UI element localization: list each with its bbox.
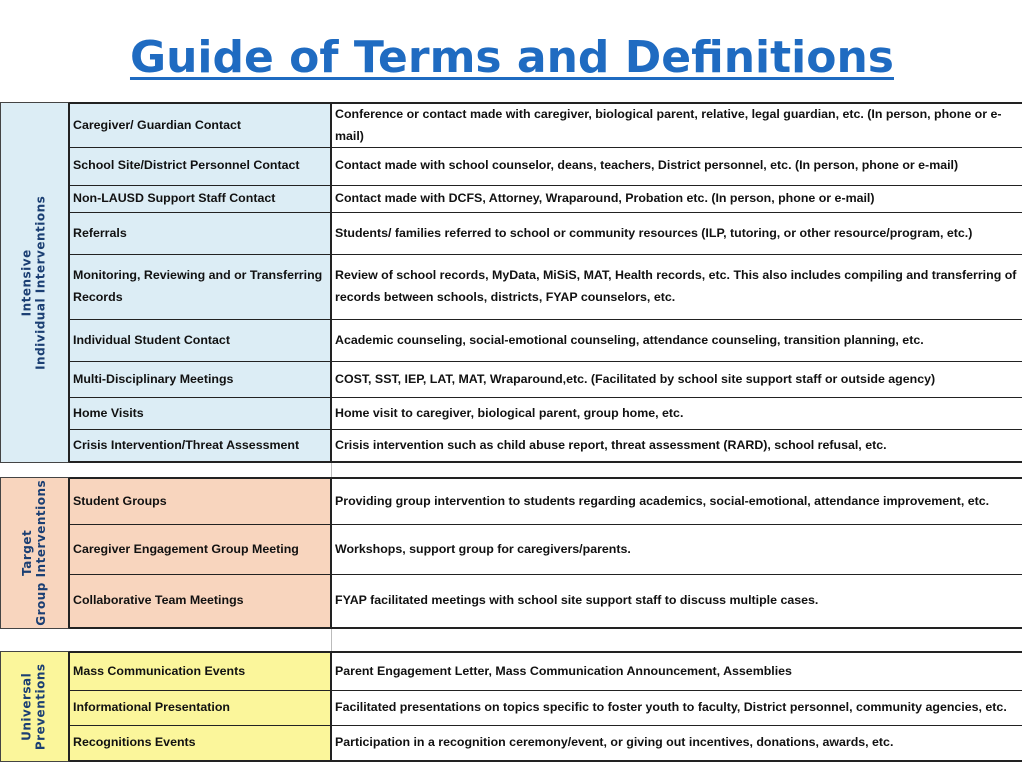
table-row <box>70 104 1022 148</box>
section-intensive-individual-interventions <box>0 102 1022 463</box>
section-target-group-interventions <box>0 477 1022 629</box>
table-row <box>70 398 1022 431</box>
section-rows <box>70 651 1022 762</box>
table-row <box>70 213 1022 254</box>
definition-cell: Students/ families referred to school or community resources (ILP, tutoring, or other resource/program, etc.) <box>332 213 1022 253</box>
term-cell: Crisis Intervention/Threat Assessment <box>70 430 332 461</box>
definition-cell: Crisis intervention such as child abuse report, threat assessment (RARD), school refusal, etc. <box>332 430 1022 461</box>
definition-cell: Review of school records, MyData, MiSiS, MAT, Health records, etc. This also includes compiling and transferring of records between schools, districts, FYAP counselors, etc. <box>332 255 1022 319</box>
section-label-line1: Universal <box>19 672 34 741</box>
section-label-universal <box>0 651 70 762</box>
page-title <box>0 32 1024 85</box>
term-cell: Recognitions Events <box>70 726 332 760</box>
term-cell: Student Groups <box>70 479 332 524</box>
term-cell: Caregiver Engagement Group Meeting <box>70 525 332 575</box>
definition-cell: Workshops, support group for caregivers/parents. <box>332 525 1022 575</box>
section-label-line1: Intensive <box>19 248 34 317</box>
definition-cell: Contact made with school counselor, deans, teachers, District personnel, etc. (In person, phone or e-mail) <box>332 148 1022 185</box>
definition-cell: Participation in a recognition ceremony/event, or giving out incentives, donations, awards, etc. <box>332 726 1022 760</box>
spacer-row <box>0 463 1022 477</box>
term-cell: Non-LAUSD Support Staff Contact <box>70 186 332 213</box>
table-row <box>70 362 1022 398</box>
table-row <box>70 525 1022 576</box>
definition-cell: Academic counseling, social-emotional counseling, attendance counseling, transition planning, etc. <box>332 320 1022 361</box>
term-cell: Collaborative Team Meetings <box>70 575 332 627</box>
term-cell: Home Visits <box>70 398 332 430</box>
definition-cell: Parent Engagement Letter, Mass Communication Announcement, Assemblies <box>332 653 1022 690</box>
term-cell: School Site/District Personnel Contact <box>70 148 332 185</box>
table-row <box>70 186 1022 214</box>
section-label-target <box>0 477 70 629</box>
term-cell: Mass Communication Events <box>70 653 332 690</box>
definition-cell: Contact made with DCFS, Attorney, Wraparound, Probation etc. (In person, phone or e-mail) <box>332 186 1022 213</box>
section-label-intensive <box>0 102 70 463</box>
table-row <box>70 653 1022 691</box>
table-row <box>70 575 1022 627</box>
term-cell: Caregiver/ Guardian Contact <box>70 104 332 147</box>
section-rows <box>70 102 1022 463</box>
section-rows <box>70 477 1022 629</box>
table-row <box>70 255 1022 320</box>
table-row <box>70 726 1022 760</box>
definition-cell: FYAP facilitated meetings with school site support staff to discuss multiple cases. <box>332 575 1022 627</box>
section-label-line2: Group Interventions <box>33 480 48 626</box>
table-row <box>70 148 1022 186</box>
definition-cell: Facilitated presentations on topics specific to foster youth to faculty, District personnel, community agencies, etc. <box>332 691 1022 725</box>
definition-cell: Conference or contact made with caregiver, biological parent, relative, legal guardian, etc. (In person, phone or e-mail) <box>332 104 1022 147</box>
section-universal-preventions <box>0 651 1022 762</box>
table-row <box>70 430 1022 461</box>
table-row <box>70 691 1022 726</box>
term-cell: Referrals <box>70 213 332 253</box>
term-cell: Multi-Disciplinary Meetings <box>70 362 332 397</box>
term-cell: Informational Presentation <box>70 691 332 725</box>
page-title-text: Guide of Terms and Definitions <box>129 32 894 83</box>
definition-cell: COST, SST, IEP, LAT, MAT, Wraparound,etc. (Facilitated by school site support staff or outside agency) <box>332 362 1022 397</box>
section-label-line2: Individual Interventions <box>33 195 48 370</box>
table-row <box>70 479 1022 525</box>
definition-cell: Home visit to caregiver, biological parent, group home, etc. <box>332 398 1022 430</box>
term-cell: Monitoring, Reviewing and or Transferring Records <box>70 255 332 319</box>
section-label-line1: Target <box>19 529 34 577</box>
table-row <box>70 320 1022 362</box>
definition-cell: Providing group intervention to students regarding academics, social-emotional, attendance improvement, etc. <box>332 479 1022 524</box>
spacer-row <box>0 629 1022 651</box>
section-label-line2: Preventions <box>33 663 48 750</box>
term-cell: Individual Student Contact <box>70 320 332 361</box>
